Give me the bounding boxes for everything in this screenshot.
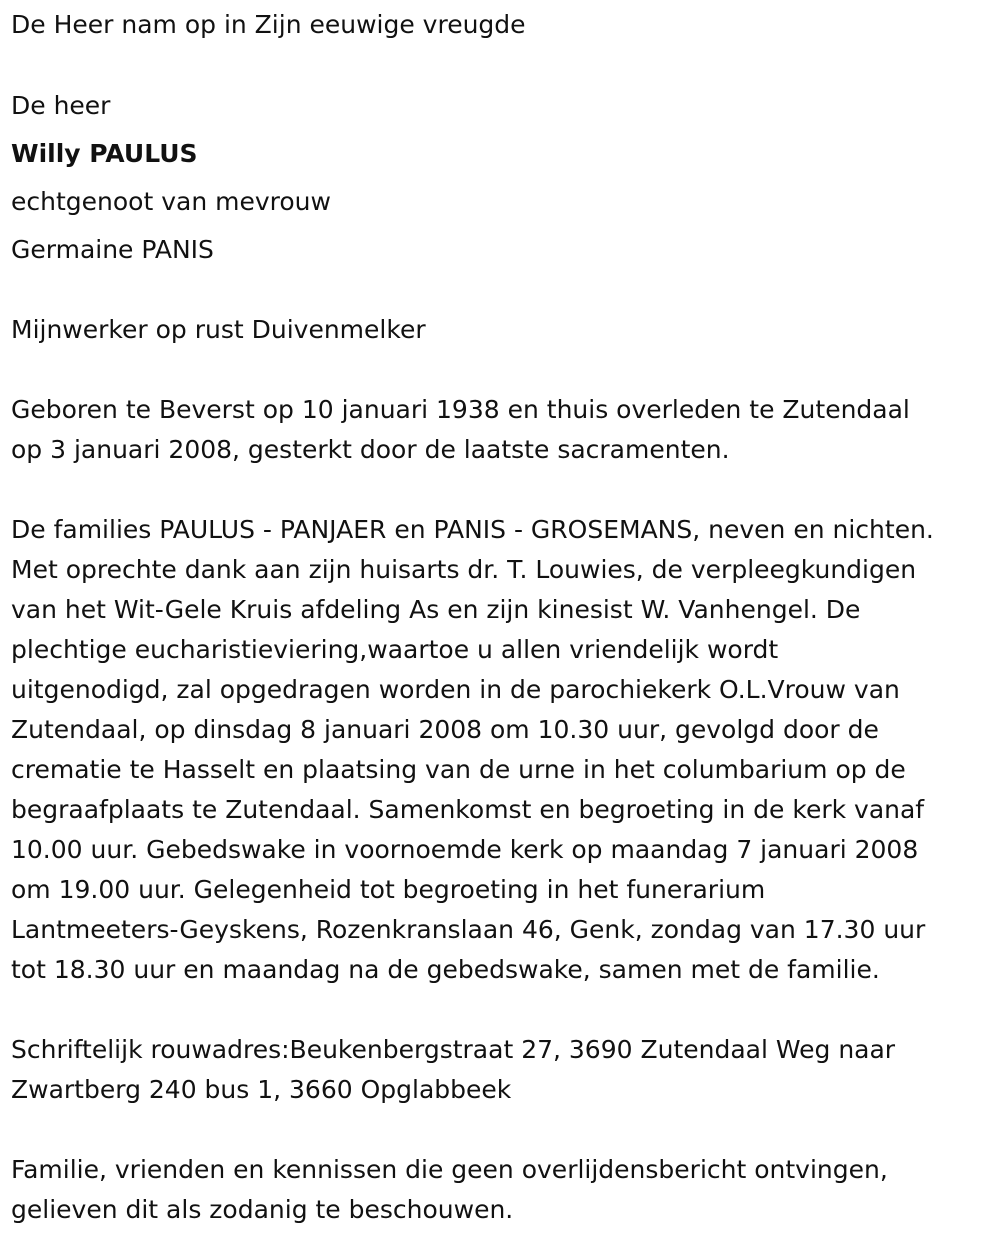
paragraph-line: uitgenodigd, zal opgedragen worden in de parochiekerk O.L.Vrouw van <box>11 675 900 704</box>
paragraph-line: 10.00 uur. Gebedswake in voornoemde kerk op maandag 7 januari 2008 <box>11 835 919 864</box>
paragraph-line: Lantmeeters-Geyskens, Rozenkranslaan 46, Genk, zondag van 17.30 uur <box>11 915 926 944</box>
intro-text: De Heer nam op in Zijn eeuwige vreugde <box>11 10 526 39</box>
paragraph-line: plechtige eucharistieviering,waartoe u allen vriendelijk wordt <box>11 635 779 664</box>
paragraph-line: van het Wit-Gele Kruis afdeling As en zijn kinesist W. Vanhengel. De <box>11 595 861 624</box>
paragraph-line: Schriftelijk rouwadres:Beukenbergstraat 27, 3690 Zutendaal Weg naar <box>11 1035 896 1064</box>
paragraph-line: om 19.00 uur. Gelegenheid tot begroeting in het funerarium <box>11 875 766 904</box>
paragraph-line: De families PAULUS - PANJAER en PANIS - GROSEMANS, neven en nichten. <box>11 515 934 544</box>
paragraph-line: Met oprechte dank aan zijn huisarts dr. T. Louwies, de verpleegkundigen <box>11 555 917 584</box>
paragraph-line: tot 18.30 uur en maandag na de gebedswake, samen met de familie. <box>11 955 880 984</box>
paragraph-line: gelieven dit als zodanig te beschouwen. <box>11 1195 514 1224</box>
paragraph-line: Geboren te Beverst op 10 januari 1938 en thuis overleden te Zutendaal <box>11 395 910 424</box>
main-paragraph <box>11 510 934 990</box>
closing-paragraph <box>11 1150 888 1230</box>
paragraph-line: begraafplaats te Zutendaal. Samenkomst en begroeting in de kerk vanaf <box>11 795 925 824</box>
spouse-name: Germaine PANIS <box>11 235 214 264</box>
paragraph-line: Familie, vrienden en kennissen die geen overlijdensbericht ontvingen, <box>11 1155 888 1184</box>
paragraph-line: op 3 januari 2008, gesterkt door de laatste sacramenten. <box>11 435 730 464</box>
address-paragraph <box>11 1030 895 1110</box>
deceased-name: Willy PAULUS <box>11 139 198 168</box>
paragraph-line: Zwartberg 240 bus 1, 3660 Opglabbeek <box>11 1075 512 1104</box>
occupation: Mijnwerker op rust Duivenmelker <box>11 315 426 344</box>
spouse-label: echtgenoot van mevrouw <box>11 187 331 216</box>
paragraph-line: crematie te Hasselt en plaatsing van de urne in het columbarium op de <box>11 755 906 784</box>
paragraph-line: Zutendaal, op dinsdag 8 januari 2008 om 10.30 uur, gevolgd door de <box>11 715 879 744</box>
salutation: De heer <box>11 91 111 120</box>
birth-death-paragraph <box>11 390 910 470</box>
